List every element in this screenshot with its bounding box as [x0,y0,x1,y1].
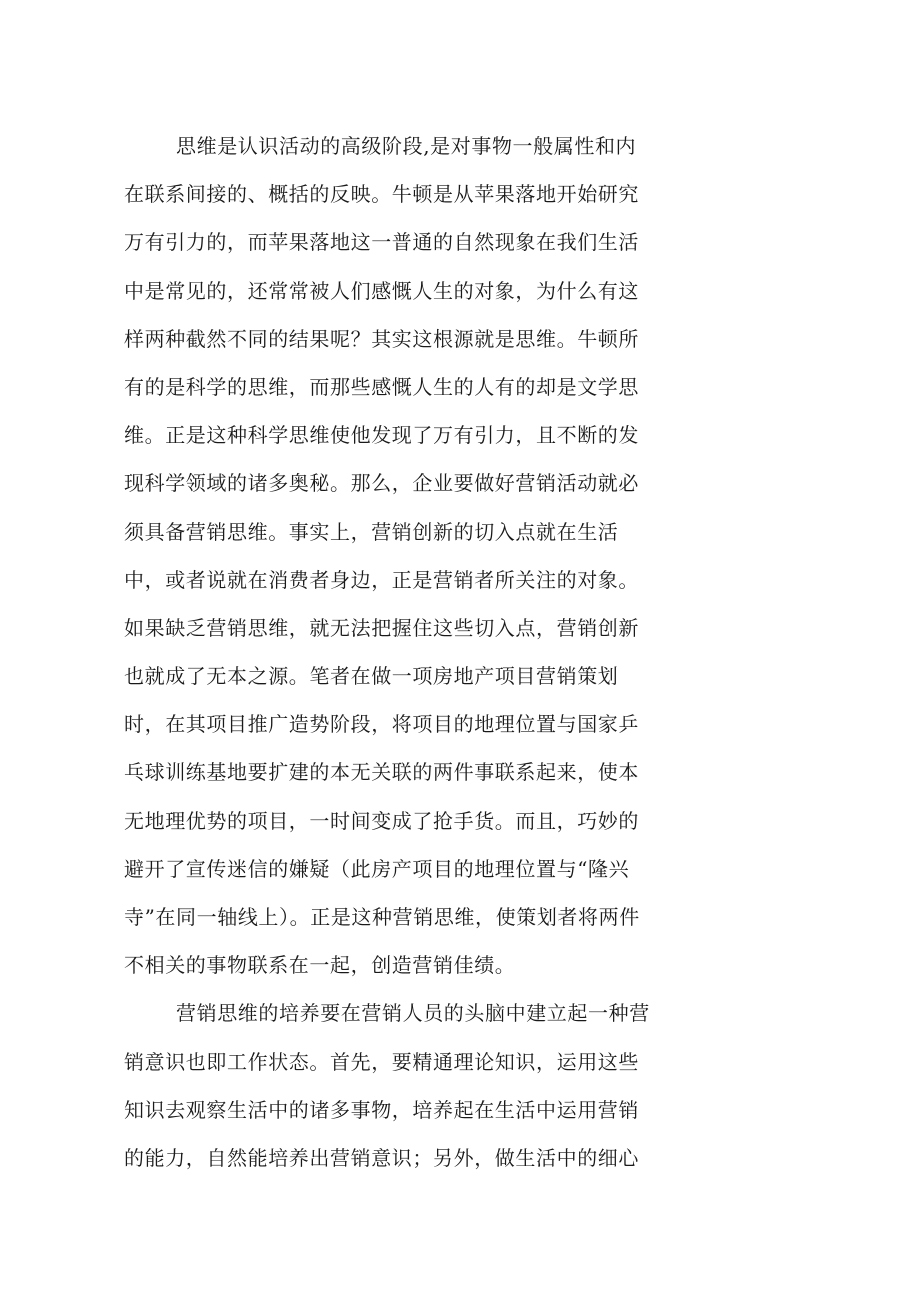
paragraph-1-line-17: 寺”在同一轴线上）。正是这种营销思维，使策划者将两件 [124,905,640,929]
paragraph-1-line-16: 避开了宣传迷信的嫌疑（此房产项目的地理位置与“隆兴 [124,856,630,881]
paragraph-1-line-9: 须具备营销思维。事实上，营销创新的切入点就在生活 [124,519,619,544]
paragraph-1-line-8: 现科学领域的诸多奥秘。那么，企业要做好营销活动就必 [124,471,639,496]
paragraph-1-line-7: 维。正是这种科学思维使他发现了万有引力，且不断的发 [124,423,639,448]
paragraph-2-line-2: 销意识也即工作状态。首先，要精通理论知识，运用这些 [124,1049,639,1074]
paragraph-1-line-4: 中是常见的，还常常被人们感慨人生的对象，为什么有这 [124,278,639,303]
paragraph-2-line-3: 知识去观察生活中的诸多事物，培养起在生活中运用营销 [124,1097,639,1122]
paragraph-1-line-15: 无地理优势的项目，一时间变成了抢手货。而且，巧妙的 [124,808,639,833]
paragraph-1-line-5: 样两种截然不同的结果呢？其实这根源就是思维。牛顿所 [124,326,639,351]
paragraph-1-line-6: 有的是科学的思维，而那些感慨人生的人有的却是文学思 [124,374,639,399]
paragraph-1-line-14: 乓球训练基地要扩建的本无关联的两件事联系起来，使本 [124,760,639,785]
paragraph-2-line-4: 的能力，自然能培养出营销意识；另外，做生活中的细心 [124,1145,639,1170]
paragraph-1-line-10: 中，或者说就在消费者身边，正是营销者所关注的对象。 [124,567,639,592]
body-text [124,122,684,1182]
paragraph-1-line-13: 时，在其项目推广造势阶段，将项目的地理位置与国家乒 [124,712,639,737]
paragraph-1-line-18: 不相关的事物联系在一起，创造营销佳绩。 [124,953,516,978]
paragraph-1-line-3: 万有引力的，而苹果落地这一普通的自然现象在我们生活 [124,230,639,255]
paragraph-1-line-11: 如果缺乏营销思维，就无法把握住这些切入点，营销创新 [124,615,639,640]
paragraph-1-line-12: 也就成了无本之源。笔者在做一项房地产项目营销策划 [124,664,619,689]
paragraph-1-line-1: 思维是认识活动的高级阶段,是对事物一般属性和内 [176,134,637,158]
paragraph-2-line-1: 营销思维的培养要在营销人员的头脑中建立起一种营 [176,1001,650,1026]
paragraph-1-line-2: 在联系间接的、概括的反映。牛顿是从苹果落地开始研究 [124,182,639,207]
